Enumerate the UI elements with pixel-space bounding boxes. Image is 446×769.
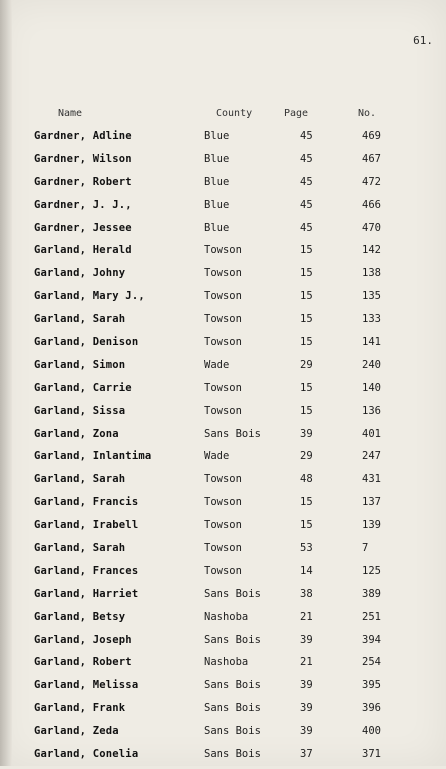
table-row [0,517,446,540]
cell-page: 21 [300,610,313,623]
cell-name: Garland, Robert [34,656,132,669]
cell-county: Sans Bois [204,725,261,738]
cell-page: 15 [300,519,313,532]
cell-county: Towson [204,404,242,417]
cell-name: Garland, Frank [34,702,126,715]
cell-name: Garland, Zeda [34,725,119,738]
table-row [0,586,446,609]
cell-no: 138 [362,267,381,280]
cell-county: Blue [204,130,230,142]
cell-name: Garland, Sarah [34,473,126,486]
cell-page: 45 [300,198,313,211]
cell-county: Towson [204,381,242,394]
cell-page: 15 [300,290,313,303]
table-row [0,334,446,357]
header-no: No. [358,108,377,119]
cell-no: 141 [362,336,381,349]
cell-county: Blue [204,175,230,188]
table-row [0,563,446,586]
cell-no: 254 [362,656,381,669]
cell-page: 45 [300,152,313,165]
table-row [0,197,446,220]
cell-county: Towson [204,564,242,577]
cell-county: Wade [204,450,230,463]
table-row [0,426,446,449]
header-county: County [216,108,253,119]
cell-name: Garland, Johny [34,267,126,280]
cell-no: 401 [362,427,381,440]
cell-no: 472 [362,175,381,188]
cell-county: Blue [204,152,230,165]
cell-name: Gardner, J. J., [34,198,132,211]
cell-no: 125 [362,564,381,577]
cell-name: Garland, Conelia [34,748,139,761]
table-row [0,288,446,311]
cell-no: 137 [362,496,381,509]
cell-county: Towson [204,519,242,532]
table-row [0,242,446,265]
cell-name: Garland, Sarah [34,313,126,326]
cell-page: 21 [300,656,313,669]
cell-page: 15 [300,313,313,326]
cell-page: 14 [300,564,313,577]
cell-county: Towson [204,542,242,555]
cell-county: Towson [204,336,242,349]
cell-page: 39 [300,725,313,738]
cell-county: Towson [204,290,242,303]
cell-page: 15 [300,244,313,257]
table-row [0,448,446,471]
cell-county: Sans Bois [204,633,261,646]
table-row [0,700,446,723]
cell-name: Garland, Denison [34,336,139,349]
cell-no: 400 [362,725,381,738]
cell-county: Nashoba [204,610,249,623]
cell-county: Sans Bois [204,427,261,440]
cell-no: 467 [362,152,381,165]
cell-name: Garland, Melissa [34,679,139,692]
table-row [0,174,446,197]
cell-no: 431 [362,473,381,486]
cell-name: Gardner, Wilson [34,152,132,165]
page-number: 61. [413,34,433,47]
table-row [0,494,446,517]
cell-no: 133 [362,313,381,326]
cell-name: Garland, Harriet [34,587,139,600]
cell-page: 15 [300,496,313,509]
cell-no: 251 [362,610,381,623]
cell-name: Garland, Irabell [34,519,139,532]
cell-name: Gardner, Jessee [34,221,132,234]
cell-no: 396 [362,702,381,715]
table-row [0,403,446,426]
cell-county: Sans Bois [204,587,261,600]
cell-county: Towson [204,313,242,326]
header-name: Name [58,108,83,119]
cell-no: 240 [362,358,381,371]
cell-county: Towson [204,267,242,280]
table-row [0,128,446,151]
cell-no: 7 [362,542,369,555]
cell-no: 139 [362,519,381,532]
cell-page: 15 [300,404,313,417]
cell-name: Garland, Joseph [34,633,132,646]
cell-name: Garland, Sarah [34,542,126,555]
header-page: Page [284,108,309,119]
table-row [0,540,446,563]
cell-name: Garland, Carrie [34,381,132,394]
cell-name: Garland, Sissa [34,404,126,417]
cell-county: Towson [204,496,242,509]
table-row [0,471,446,494]
table-row [0,632,446,655]
table-row [0,723,446,746]
table-row [0,677,446,700]
cell-page: 38 [300,587,313,600]
cell-page: 29 [300,358,313,371]
cell-no: 371 [362,748,381,761]
table-row [0,380,446,403]
cell-name: Garland, Simon [34,358,126,371]
cell-no: 136 [362,404,381,417]
cell-county: Sans Bois [204,748,261,761]
cell-name: Gardner, Adline [34,130,132,142]
cell-county: Wade [204,358,230,371]
cell-name: Garland, Zona [34,427,119,440]
cell-county: Blue [204,198,230,211]
cell-page: 39 [300,679,313,692]
cell-county: Sans Bois [204,679,261,692]
cell-name: Garland, Inlantima [34,450,152,463]
cell-name: Garland, Frances [34,564,139,577]
cell-no: 142 [362,244,381,257]
cell-no: 394 [362,633,381,646]
cell-page: 37 [300,748,313,761]
cell-name: Garland, Betsy [34,610,126,623]
cell-county: Towson [204,244,242,257]
cell-page: 45 [300,130,313,142]
cell-page: 48 [300,473,313,486]
cell-county: Nashoba [204,656,249,669]
cell-no: 389 [362,587,381,600]
cell-no: 466 [362,198,381,211]
cell-no: 470 [362,221,381,234]
cell-county: Towson [204,473,242,486]
cell-no: 395 [362,679,381,692]
cell-name: Gardner, Robert [34,175,132,188]
cell-page: 39 [300,633,313,646]
table-row [0,609,446,632]
table-body [0,128,446,769]
cell-page: 45 [300,175,313,188]
table-row [0,151,446,174]
cell-no: 247 [362,450,381,463]
table-row [0,357,446,380]
table-row [0,654,446,677]
cell-county: Blue [204,221,230,234]
table-row [0,311,446,334]
table-row [0,265,446,288]
cell-no: 135 [362,290,381,303]
cell-no: 469 [362,130,381,142]
cell-county: Sans Bois [204,702,261,715]
table-header [0,108,446,124]
cell-page: 45 [300,221,313,234]
cell-page: 15 [300,381,313,394]
cell-page: 29 [300,450,313,463]
cell-page: 53 [300,542,313,555]
cell-page: 39 [300,702,313,715]
cell-page: 39 [300,427,313,440]
cell-name: Garland, Herald [34,244,132,257]
cell-no: 140 [362,381,381,394]
table-row [0,220,446,243]
cell-page: 15 [300,267,313,280]
cell-name: Garland, Francis [34,496,139,509]
cell-page: 15 [300,336,313,349]
cell-name: Garland, Mary J., [34,290,145,303]
